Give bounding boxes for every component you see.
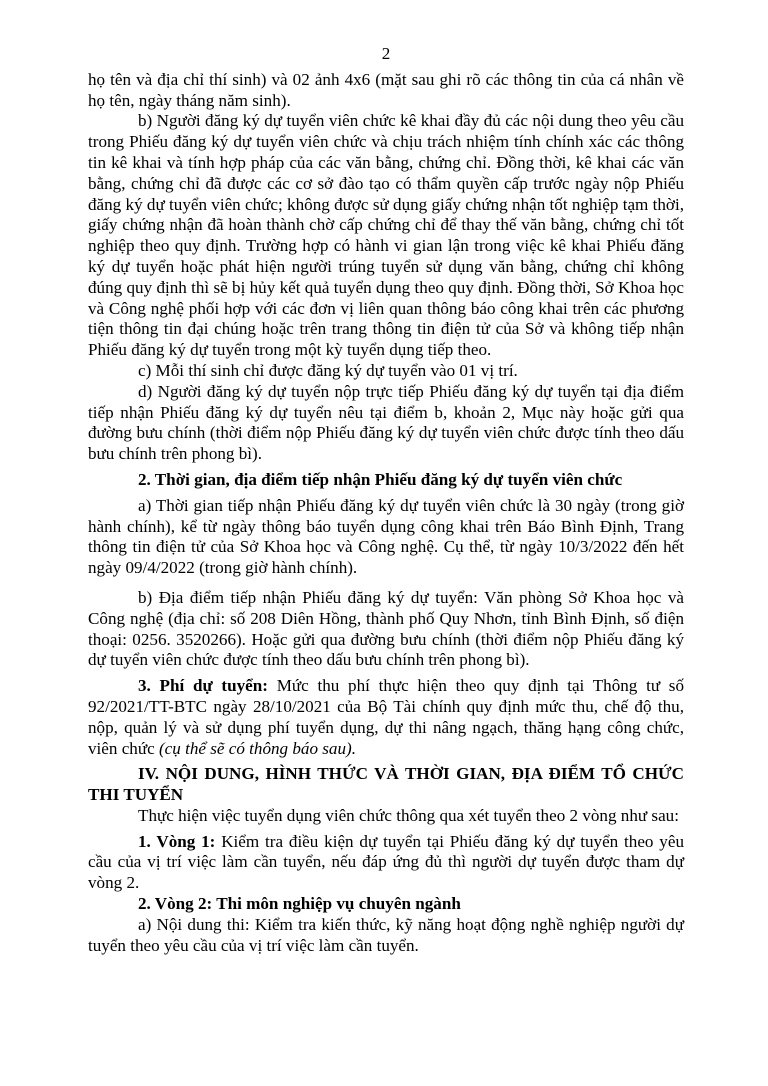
paragraph-a-receiving-time: a) Thời gian tiếp nhận Phiếu đăng ký dự tuyển viên chức là 30 ngày (trong giờ hành chính), kể từ ngày thông báo tuyển dụng công khai trên Báo Bình Định, Trang thông tin điện tử của Sở Khoa học và Công nghệ. Cụ thể, từ ngày 10/3/2022 đến hết ngày 09/4/2022 (trong giờ hành chính). bbox=[88, 495, 684, 578]
fee-lead: 3. Phí dự tuyển: bbox=[138, 676, 268, 696]
fee-body: Mức thu phí thực hiện theo quy định tại Thông tư số 92/2021/TT-BTC ngày 28/10/2021 của Bộ Tài chính quy định mức thu, chế độ thu, nộp, quản lý và sử dụng phí tuyển dụng, dự thi nâng ngạch, thăng hạng công chức, viên chức bbox=[88, 676, 684, 758]
paragraph-a-exam-content: a) Nội dung thi: Kiểm tra kiến thức, kỹ năng hoạt động nghề nghiệp người dự tuyển theo yêu cầu của vị trí việc làm cần tuyển. bbox=[88, 914, 684, 955]
document-page bbox=[88, 44, 684, 956]
fee-note: (cụ thể sẽ có thông báo sau). bbox=[158, 738, 356, 758]
paragraph-d-submission: d) Người đăng ký dự tuyển nộp trực tiếp Phiếu đăng ký dự tuyển tại địa điểm tiếp nhận Phiếu đăng ký dự tuyển nêu tại điểm b, khoản 2, Mục này hoặc gửi qua đường bưu chính (thời điểm nộp Phiếu đăng ký dự tuyển viên chức được tính theo dấu bưu chính trên phong bì). bbox=[88, 381, 684, 464]
section-iv-heading: IV. NỘI DUNG, HÌNH THỨC VÀ THỜI GIAN, ĐỊA ĐIỂM TỔ CHỨC THI TUYỂN bbox=[88, 764, 684, 805]
round-1-body: Kiểm tra điều kiện dự tuyển tại Phiếu đăng ký dự tuyển theo yêu cầu của vị trí việc làm cần tuyển, nếu đáp ứng đủ thì người dự tuyển được tham dự vòng 2. bbox=[88, 831, 684, 893]
paragraph-round-1 bbox=[88, 832, 684, 894]
paragraph-fee bbox=[88, 676, 684, 759]
round-1-lead: 1. Vòng 1: bbox=[138, 831, 216, 851]
page-number: 2 bbox=[381, 44, 391, 63]
paragraph-photo-info: họ tên và địa chỉ thí sinh) và 02 ảnh 4x6 (mặt sau ghi rõ các thông tin của cá nhân về họ tên, ngày tháng năm sinh). bbox=[88, 69, 684, 110]
heading-time-place: 2. Thời gian, địa điểm tiếp nhận Phiếu đăng ký dự tuyển viên chức bbox=[138, 469, 623, 489]
heading-round-2: 2. Vòng 2: Thi môn nghiệp vụ chuyên ngành bbox=[138, 894, 461, 914]
paragraph-rounds-intro: Thực hiện việc tuyển dụng viên chức thông qua xét tuyển theo 2 vòng như sau: bbox=[138, 805, 679, 825]
paragraph-b-declaration: b) Người đăng ký dự tuyển viên chức kê khai đầy đủ các nội dung theo yêu cầu trong Phiếu đăng ký dự tuyển viên chức và chịu trách nhiệm tính chính xác các thông tin kê khai và tính hợp pháp của các văn bằng, chứng chỉ. Đồng thời, kê khai các văn bằng, chứng chỉ đã được các cơ sở đào tạo có thẩm quyền cấp trước ngày nộp Phiếu đăng ký dự tuyển viên chức; không được sử dụng giấy chứng nhận tốt nghiệp tạm thời, giấy chứng nhận đã hoàn thành chờ cấp chứng chỉ để thay thế văn bằng, chứng chỉ tốt nghiệp theo quy định. Trường hợp có hành vi gian lận trong việc kê khai Phiếu đăng ký dự tuyển hoặc phát hiện người trúng tuyển sử dụng văn bằng, chứng chỉ không đúng quy định thì sẽ bị hủy kết quả tuyển dụng theo quy định. Đồng thời, Sở Khoa học và Công nghệ phối hợp với các đơn vị liên quan thông báo công khai trên các phương tiện thông tin đại chúng hoặc trên trang thông tin điện tử của Sở và không tiếp nhận Phiếu đăng ký dự tuyển trong một kỳ tuyển dụng tiếp theo. bbox=[88, 111, 684, 360]
paragraph-c-one-position: c) Mỗi thí sinh chỉ được đăng ký dự tuyển vào 01 vị trí. bbox=[138, 360, 518, 380]
paragraph-b-receiving-place: b) Địa điểm tiếp nhận Phiếu đăng ký dự tuyển: Văn phòng Sở Khoa học và Công nghệ (địa chỉ: số 208 Diên Hồng, thành phố Quy Nhơn, tỉnh Bình Định, số điện thoại: 0256. 3520266). Hoặc gửi qua đường bưu chính (thời điểm nộp Phiếu đăng ký dự tuyển viên chức được tính theo dấu bưu chính trên phong bì). bbox=[88, 587, 684, 670]
